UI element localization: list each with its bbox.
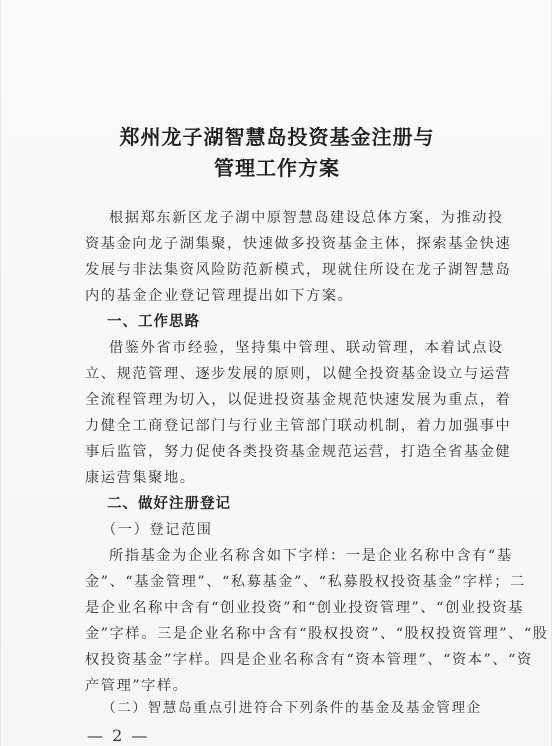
subsection-1-line-5: 权投资基金”字样。四是企业名称含有“资本管理”、“资本”、“资 bbox=[85, 652, 533, 668]
subsection-1-heading: （一）登记范围 bbox=[102, 522, 213, 538]
section-1-line-3: 全流程管理为切入，以促进投资基金规范快速发展为重点，着 bbox=[85, 392, 512, 408]
section-2-heading: 二、做好注册登记 bbox=[107, 496, 231, 512]
section-1-line-4: 力健全工商登记部门与行业主管部门联动机制，着力加强事中 bbox=[85, 418, 512, 434]
intro-line-4: 内的基金企业登记管理提出如下方案。 bbox=[85, 288, 354, 304]
subsection-2-heading: （二）智慧岛重点引进符合下列条件的基金及基金管理企 bbox=[102, 700, 482, 716]
section-1-line-1: 借鉴外省市经验，坚持集中管理、联动管理，本着试点设 bbox=[109, 340, 504, 356]
intro-line-3: 发展与非法集资风险防范新模式，现就住所设在龙子湖智慧岛 bbox=[85, 262, 512, 278]
intro-line-1: 根据郑东新区龙子湖中原智慧岛建设总体方案，为推动投 bbox=[109, 210, 504, 226]
subsection-1-line-1: 所指基金为企业名称含如下字样：一是企业名称中含有“基 bbox=[109, 548, 513, 564]
subsection-1-line-2: 金”、“基金管理”、“私募基金”、“私募股权投资基金”字样；二 bbox=[85, 574, 526, 590]
section-1-line-5: 事后监管，努力促使各类投资基金规范运营，打造全省基金健 bbox=[85, 444, 512, 460]
subsection-1-line-4: 金”字样。三是企业名称中含有“股权投资”、“股权投资管理”、“股 bbox=[85, 626, 549, 642]
subsection-1-line-6: 产管理”字样。 bbox=[85, 678, 189, 694]
section-1-heading: 一、工作思路 bbox=[107, 314, 200, 330]
document-title-line-1: 郑州龙子湖智慧岛投资基金注册与 bbox=[119, 125, 435, 149]
section-1-line-2: 立、规范管理、逐步发展的原则，以健全投资基金设立与运营 bbox=[85, 366, 512, 382]
document-title-line-2: 管理工作方案 bbox=[214, 156, 340, 180]
intro-line-2: 资基金向龙子湖集聚，快速做多投资基金主体，探索基金快速 bbox=[85, 236, 512, 252]
subsection-1-line-3: 是企业名称中含有“创业投资”和“创业投资管理”、“创业投资基 bbox=[85, 600, 524, 616]
page-number: — 2 — bbox=[87, 726, 150, 745]
section-1-line-6: 康运营集聚地。 bbox=[85, 470, 196, 486]
